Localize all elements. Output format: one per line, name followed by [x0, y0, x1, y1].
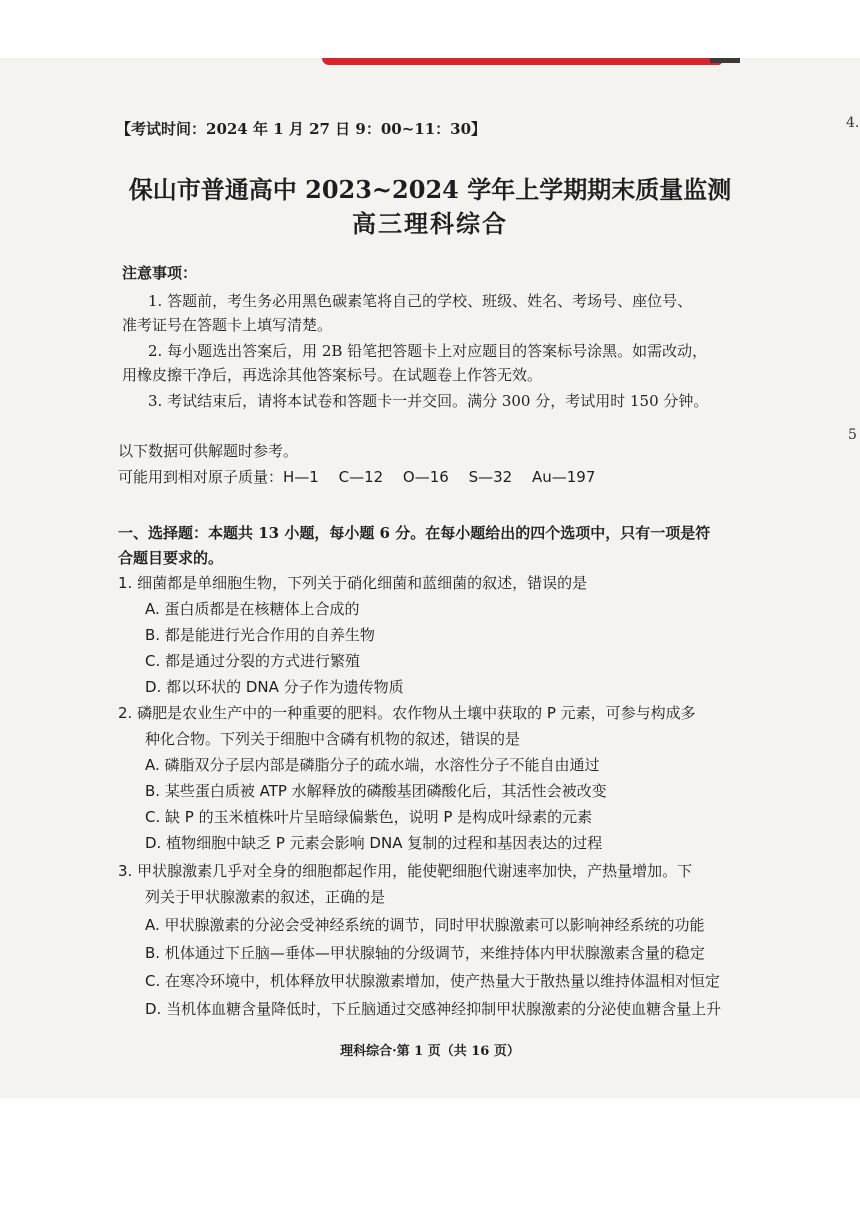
question-option: B. 机体通过下丘脑—垂体—甲状腺轴的分级调节，来维持体内甲状腺激素含量的稳定: [145, 944, 705, 962]
question-stem: 1. 细菌都是单细胞生物，下列关于硝化细菌和蓝细菌的叙述，错误的是: [118, 574, 588, 592]
question-stem-cont: 列关于甲状腺激素的叙述，正确的是: [145, 888, 386, 906]
question-option: C. 缺 P 的玉米植株叶片呈暗绿偏紫色，说明 P 是构成叶绿素的元素: [145, 808, 593, 826]
question-option: A. 蛋白质都是在核糖体上合成的: [145, 600, 360, 618]
red-seal-strip: [322, 58, 722, 65]
question-option: C. 在寒冷环境中，机体释放甲状腺激素增加，使产热量大于散热量以维持体温相对恒定: [145, 972, 721, 990]
section-one-heading-cont: 合题目要求的。: [118, 549, 224, 567]
question-stem-cont: 种化合物。下列关于细胞中含磷有机物的叙述，错误的是: [145, 730, 521, 748]
notice-line: 3. 考试结束后，请将本试卷和答题卡一并交回。满分 300 分，考试用时 150 分钟。: [148, 392, 709, 410]
question-stem: 3. 甲状腺激素几乎对全身的细胞都起作用，能使靶细胞代谢速率加快，产热量增加。下: [118, 862, 693, 880]
exam-title: 保山市普通高中 2023~2024 学年上学期期末质量监测: [128, 175, 732, 204]
question-option: D. 当机体血糖含量降低时，下丘脑通过交感神经抑制甲状腺激素的分泌使血糖含量上升: [145, 1000, 722, 1018]
notice-line: 准考证号在答题卡上填写清楚。: [122, 316, 333, 334]
notice-line: 1. 答题前，考生务必用黑色碳素笔将自己的学校、班级、姓名、考场号、座位号、: [148, 292, 693, 310]
question-option: B. 某些蛋白质被 ATP 水解释放的磷酸基团磷酸化后，其活性会被改变: [145, 782, 607, 800]
page-footer: 理科综合·第 1 页（共 16 页）: [340, 1044, 520, 1059]
adjacent-page-number-5: 5: [848, 427, 857, 443]
question-option: A. 磷脂双分子层内部是磷脂分子的疏水端，水溶性分子不能自由通过: [145, 756, 600, 774]
question-option: D. 都以环状的 DNA 分子作为遗传物质: [145, 678, 404, 696]
question-option: B. 都是能进行光合作用的自养生物: [145, 626, 375, 644]
seal-strip-tip: [710, 58, 740, 63]
notice-heading: 注意事项：: [122, 264, 198, 282]
section-one-heading: 一、选择题：本题共 13 小题，每小题 6 分。在每小题给出的四个选项中，只有一项是符: [118, 524, 711, 542]
atomic-mass-reference: 可能用到相对原子质量：H—1 C—12 O—16 S—32 Au—197: [118, 468, 596, 486]
notice-line: 2. 每小题选出答案后，用 2B 铅笔把答题卡上对应题目的答案标号涂黑。如需改动，: [148, 342, 708, 360]
reference-intro: 以下数据可供解题时参考。: [118, 442, 299, 460]
question-stem: 2. 磷肥是农业生产中的一种重要的肥料。农作物从土壤中获取的 P 元素，可参与构成多: [118, 704, 696, 722]
adjacent-page-number-4: 4.: [846, 115, 860, 131]
question-option: A. 甲状腺激素的分泌会受神经系统的调节，同时甲状腺激素可以影响神经系统的功能: [145, 916, 705, 934]
question-option: C. 都是通过分裂的方式进行繁殖: [145, 652, 361, 670]
exam-time: 【考试时间：2024 年 1 月 27 日 9：00~11：30】: [116, 120, 487, 138]
question-option: D. 植物细胞中缺乏 P 元素会影响 DNA 复制的过程和基因表达的过程: [145, 834, 603, 852]
exam-subtitle: 高三理科综合: [352, 209, 508, 238]
notice-line: 用橡皮擦干净后，再选涂其他答案标号。在试题卷上作答无效。: [122, 366, 543, 384]
